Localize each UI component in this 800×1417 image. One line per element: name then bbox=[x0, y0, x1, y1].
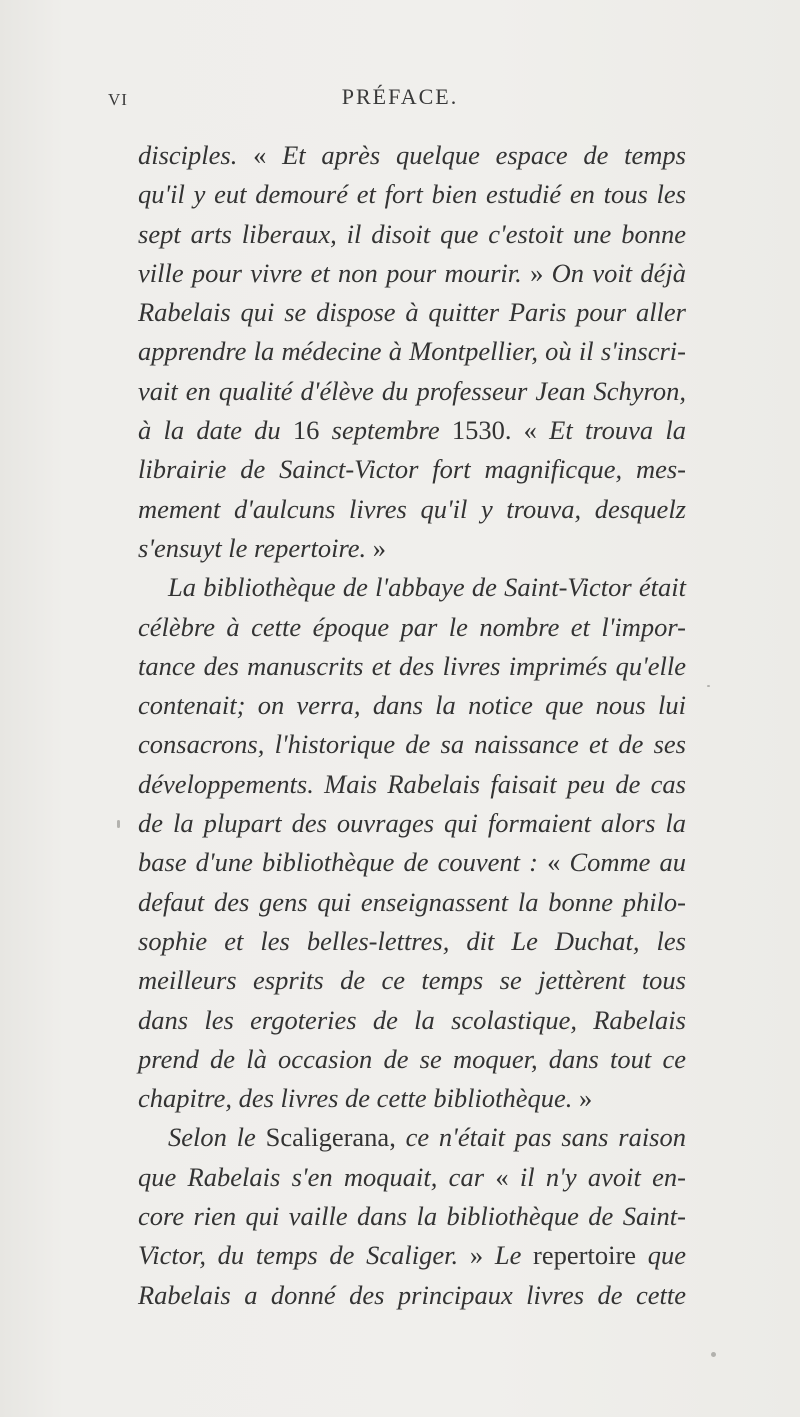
text-line bbox=[138, 686, 686, 725]
text-segment: sophie et les belles-lettres, dit Le Duchat, les bbox=[138, 925, 686, 956]
text-line bbox=[138, 1079, 686, 1118]
text-segment: » bbox=[530, 257, 552, 288]
text-line bbox=[138, 372, 686, 411]
text-line bbox=[138, 1118, 686, 1157]
text-segment: librairie de Sainct-Victor fort magnificque, mes- bbox=[138, 454, 686, 485]
page-number: VI bbox=[108, 90, 128, 109]
text-line bbox=[138, 293, 686, 332]
text-line bbox=[138, 608, 686, 647]
text-line bbox=[138, 175, 686, 214]
text-segment: à la date du bbox=[138, 415, 293, 446]
text-segment: contenait; on verra, dans la notice que nous lui bbox=[138, 690, 686, 721]
text-segment: Rabelais a donné des principaux livres de cette bbox=[138, 1279, 686, 1310]
text-line bbox=[138, 961, 686, 1000]
text-line bbox=[138, 1236, 686, 1275]
text-segment: consacrons, l'historique de sa naissance et de ses bbox=[138, 729, 686, 760]
text-segment: » bbox=[579, 1083, 593, 1114]
text-segment: » bbox=[372, 532, 387, 563]
text-segment: que bbox=[647, 1240, 687, 1271]
text-line bbox=[138, 843, 686, 882]
text-line bbox=[138, 450, 686, 489]
text-segment: « bbox=[547, 847, 570, 878]
text-segment: 16 bbox=[292, 415, 332, 446]
text-segment: defaut des gens qui enseignassent la bonne philo- bbox=[138, 886, 686, 917]
text-segment: La bibliothèque de l'abbaye de Saint-Victor était bbox=[168, 572, 686, 603]
text-segment: que Rabelais s'en moquait, car bbox=[138, 1161, 496, 1192]
text-segment: On voit déjà bbox=[551, 257, 687, 288]
text-segment: chapitre, des livres de cette bibliothèque. bbox=[138, 1083, 580, 1114]
text-segment: apprendre la médecine à Montpellier, où il s'inscri- bbox=[138, 336, 686, 367]
text-line bbox=[138, 1197, 686, 1236]
text-segment: repertoire bbox=[533, 1240, 648, 1271]
text-segment: Et trouva la bbox=[549, 415, 687, 446]
text-segment: Le bbox=[494, 1240, 534, 1271]
text-segment: « bbox=[495, 1161, 520, 1192]
text-line bbox=[138, 568, 686, 607]
text-segment: base d'une bibliothèque de couvent : bbox=[138, 847, 548, 878]
text-line bbox=[138, 647, 686, 686]
text-segment: ce n'était pas sans raison bbox=[405, 1122, 686, 1153]
text-segment: il n'y avoit en- bbox=[519, 1161, 687, 1192]
text-segment: « bbox=[253, 140, 283, 170]
text-line bbox=[138, 411, 686, 450]
page-speck bbox=[117, 820, 120, 828]
running-head: PRÉFACE. bbox=[341, 84, 459, 109]
page-speck bbox=[711, 1352, 716, 1357]
text-line bbox=[138, 765, 686, 804]
text-segment: ville pour vivre et non pour mourir. bbox=[138, 257, 531, 288]
text-segment: 1530. « bbox=[451, 415, 550, 446]
text-line bbox=[138, 136, 686, 175]
text-segment: Rabelais qui se dispose à quitter Paris pour aller bbox=[138, 297, 686, 328]
text-line bbox=[138, 332, 686, 371]
text-segment: meilleurs esprits de ce temps se jettèrent tous bbox=[138, 965, 686, 996]
text-segment: Scaligerana, bbox=[265, 1122, 406, 1153]
text-line bbox=[138, 215, 686, 254]
text-segment: vait en qualité d'élève du professeur Jean Schyron, bbox=[138, 375, 686, 406]
text-segment: Comme au bbox=[569, 847, 687, 878]
text-segment: » bbox=[469, 1240, 495, 1271]
page-speck bbox=[707, 685, 710, 687]
text-line bbox=[138, 1001, 686, 1040]
text-line bbox=[138, 725, 686, 764]
text-segment: mement d'aulcuns livres qu'il y trouva, desquelz bbox=[138, 493, 686, 524]
text-line bbox=[138, 804, 686, 843]
text-segment: dans les ergoteries de la scolastique, Rabelais bbox=[138, 1004, 686, 1035]
text-segment: core rien qui vaille dans la bibliothèque de Saint- bbox=[138, 1201, 686, 1232]
text-segment: Et après quelque espace de temps bbox=[282, 140, 686, 170]
text-line bbox=[138, 922, 686, 961]
text-segment: célèbre à cette époque par le nombre et l'impor- bbox=[138, 611, 686, 642]
text-segment: Selon le bbox=[168, 1122, 266, 1153]
text-segment: prend de là occasion de se moquer, dans tout ce bbox=[138, 1043, 686, 1074]
text-line bbox=[138, 883, 686, 922]
text-segment: qu'il y eut demouré et fort bien estudié en tous les bbox=[138, 179, 686, 210]
body-text bbox=[138, 136, 686, 1315]
text-line bbox=[138, 490, 686, 529]
text-line bbox=[138, 529, 686, 568]
text-segment: septembre bbox=[331, 415, 452, 446]
text-segment: tance des manuscrits et des livres imprimés qu'elle bbox=[138, 650, 686, 681]
text-segment: Victor, du temps de Scaliger. bbox=[138, 1240, 470, 1271]
text-segment: de la plupart des ouvrages qui formaient alors la bbox=[138, 808, 686, 839]
text-line bbox=[138, 1040, 686, 1079]
text-segment: sept arts liberaux, il disoit que c'estoit une bonne bbox=[138, 218, 686, 249]
text-segment: disciples. bbox=[138, 140, 254, 170]
page-header bbox=[0, 84, 800, 114]
text-line bbox=[138, 1158, 686, 1197]
text-line bbox=[138, 1276, 686, 1315]
text-segment: s'ensuyt le repertoire. bbox=[138, 532, 373, 563]
text-segment: développements. Mais Rabelais faisait peu de cas bbox=[138, 768, 686, 799]
text-line bbox=[138, 254, 686, 293]
